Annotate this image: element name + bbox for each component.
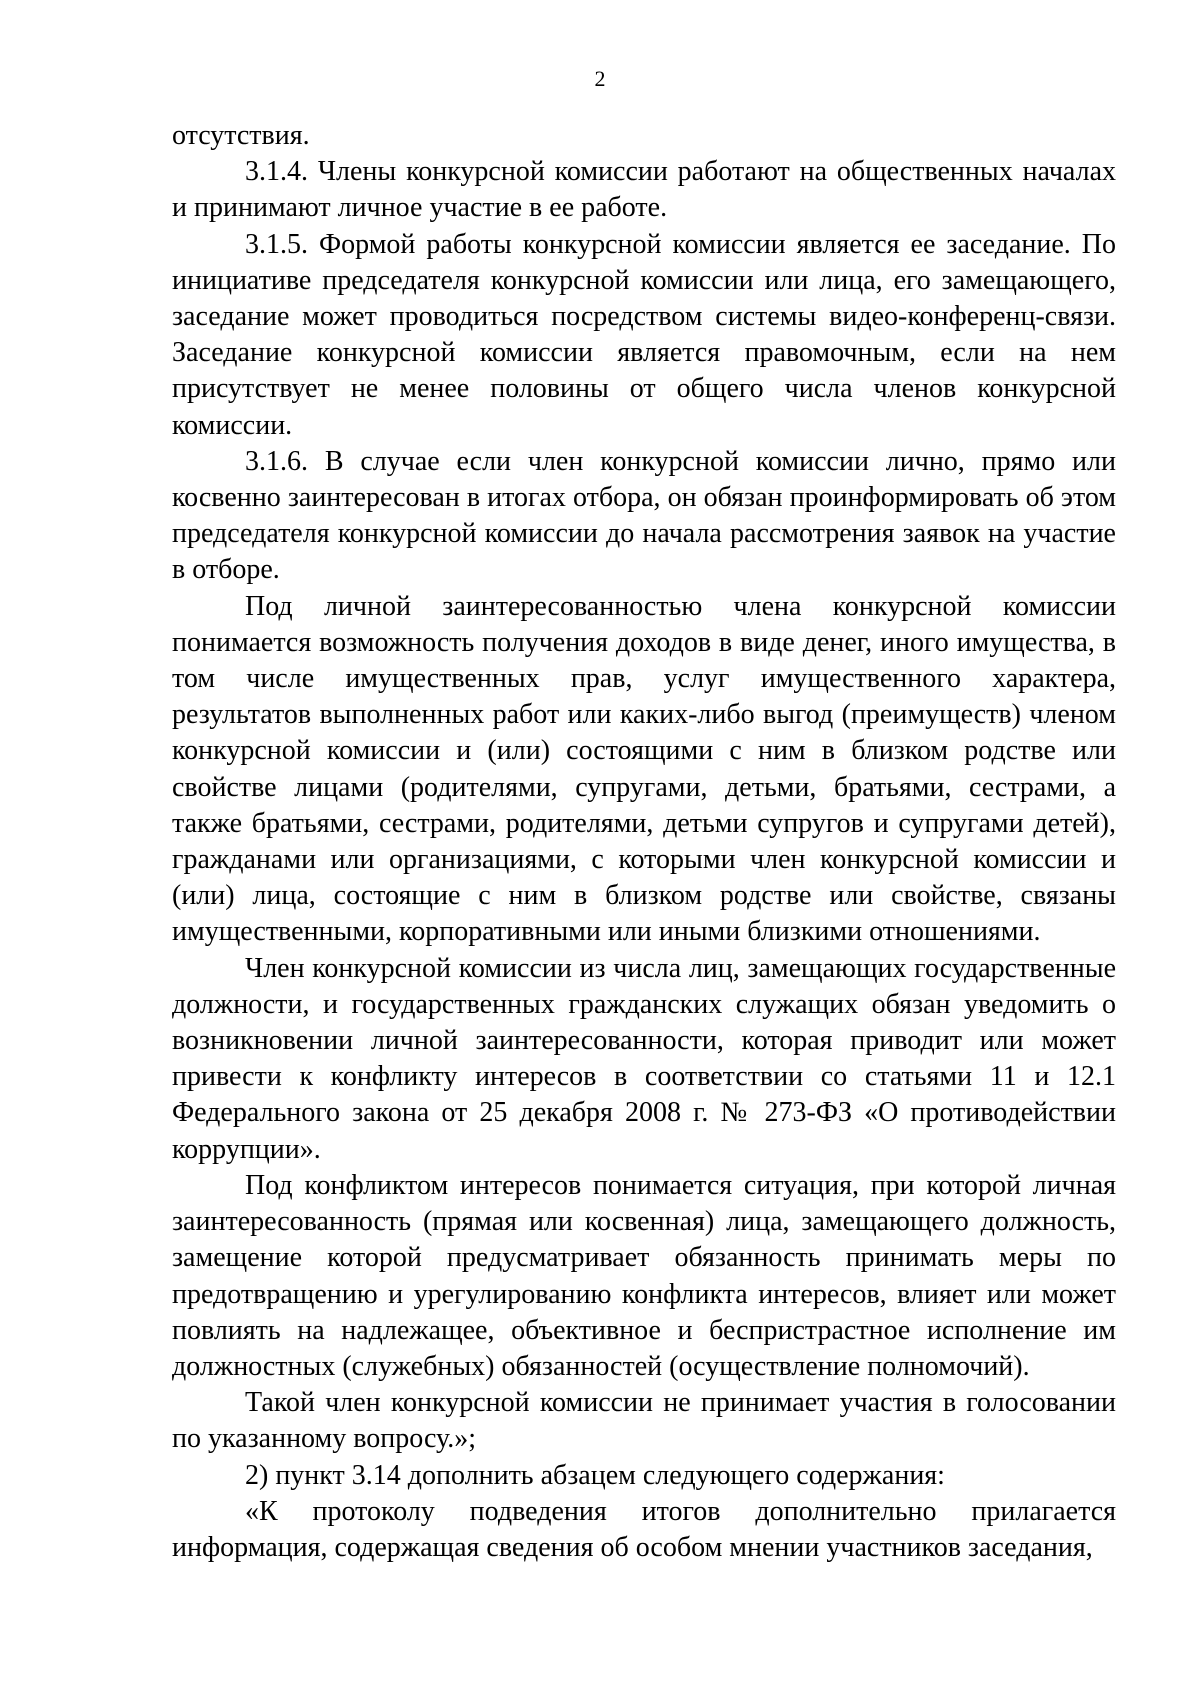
- paragraph: 2) пункт 3.14 дополнить абзацем следующего содержания:: [245, 1459, 945, 1491]
- paragraph-continued: «К протоколу подведения итогов дополнительно прилагается информация, содержащая сведения об особом мнении участников заседания,: [172, 1495, 1116, 1563]
- page-number: 2: [594, 66, 606, 91]
- paragraph: 3.1.6. В случае если член конкурсной комиссии лично, прямо или косвенно заинтересован в итогах отбора, он обязан проинформировать об этом председателя конкурсной комиссии до начала рассмотрения заявок на участие в отборе.: [172, 445, 1116, 586]
- paragraph: Член конкурсной комиссии из числа лиц, замещающих государственные должности, и государственных гражданских служащих обязан уведомить о возникновении личной заинтересованности, которая приводит или может привести к конфликту интересов в соответствии со статьями 11 и 12.1 Федерального закона от 25 декабря 2008 г. № 273-ФЗ «О противодействии коррупции».: [172, 952, 1116, 1165]
- paragraph: 3.1.4. Члены конкурсной комиссии работают на общественных началах и принимают личное участие в ее работе.: [172, 156, 1116, 224]
- paragraph: Под конфликтом интересов понимается ситуация, при которой личная заинтересованность (прямая или косвенная) лица, замещающего должность, замещение которой предусматривает обязанность принимать меры по предотвращению и урегулированию конфликта интересов, влияет или может повлиять на надлежащее, объективное и беспристрастное исполнение им должностных (служебных) обязанностей (осуществление полномочий).: [172, 1169, 1116, 1382]
- paragraph: 3.1.5. Формой работы конкурсной комиссии является ее заседание. По инициативе председателя конкурсной комиссии или лица, его замещающего, заседание может проводиться посредством системы видео-конференц-связи. Заседание конкурсной комиссии является правомочным, если на нем присутствует не менее половины от общего числа членов конкурсной комиссии.: [172, 228, 1116, 441]
- paragraph: Под личной заинтересованностью члена конкурсной комиссии понимается возможность получения доходов в виде денег, иного имущества, в том числе имущественных прав, услуг имущественного характера, результатов выполненных работ или каких-либо выгод (преимуществ) членом конкурсной комиссии и (или) состоящими с ним в близком родстве или свойстве лицами (родителями, супругами, детьми, братьями, сестрами, а также братьями, сестрами, родителями, детьми супругов и супругами детей), гражданами или организациями, с которыми член конкурсной комиссии и (или) лица, состоящие с ним в близком родстве или свойстве, связаны имущественными, корпоративными или иными близкими отношениями.: [172, 590, 1116, 948]
- document-body: [172, 118, 1116, 1566]
- paragraph: Такой член конкурсной комиссии не принимает участия в голосовании по указанному вопросу.»;: [172, 1387, 1116, 1455]
- paragraph: отсутствия.: [172, 120, 310, 151]
